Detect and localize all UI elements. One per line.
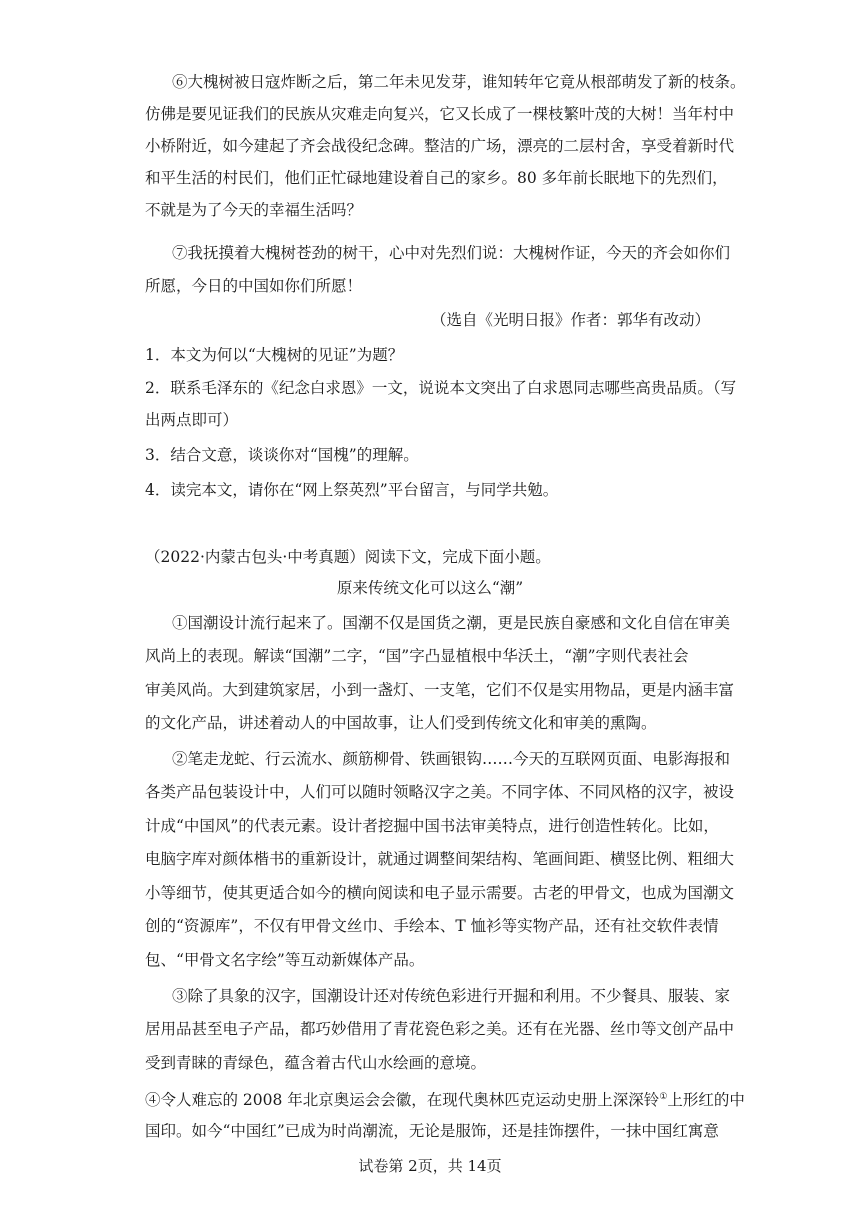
p6-line-2: 仿佛是要见证我们的民族从灾难走向复兴，它又长成了一棵枝繁叶茂的大树！当年村中	[145, 105, 735, 123]
p1-line-2: 风尚上的表现。解读“国潮”二字，“国”字凸显植根中华沃土，“潮”字则代表社会	[145, 647, 689, 665]
p2-line-3: 计成“中国风”的代表元素。设计者挖掘中国书法审美特点，进行创造性转化。比如，	[145, 817, 719, 835]
footnote-marker: ①	[659, 1092, 668, 1102]
p6-line-5: 不就是为了今天的幸福生活吗？	[145, 201, 363, 219]
p3-line-3: 受到青睐的青绿色，蕴含着古代山水绘画的意境。	[145, 1054, 487, 1072]
p6-line-1: ⑥大槐树被日寇炸断之后，第二年未见发芽，谁知转年它竟从根部萌发了新的枝条。	[172, 73, 746, 91]
p2-line-5: 小等细节，使其更适合如今的横向阅读和电子显示需要。古老的甲骨文，也成为国潮文	[145, 884, 735, 902]
p2-line-6: 创的“资源库”，不仅有甲骨文丝巾、手绘本、T 恤衫等实物产品，还有社交软件表情	[145, 917, 719, 935]
question-1: 1．本文为何以“大槐树的见证”为题？	[145, 346, 404, 364]
p4-line-2: 国印。如今“中国红”已成为时尚潮流，无论是服饰，还是挂饰摆件，一抹中国红寓意	[145, 1122, 719, 1140]
passage2-title: 原来传统文化可以这么“潮”	[336, 579, 524, 597]
passage2-intro: （2022·内蒙古包头·中考真题）阅读下文，完成下面小题。	[145, 548, 551, 566]
question-2-cont: 出两点即可）	[145, 411, 239, 429]
question-3: 3．结合文意，谈谈你对“国槐”的理解。	[145, 446, 419, 464]
p4-line-1-tail: 上形红的中	[667, 1091, 745, 1110]
question-4: 4．读完本文，请你在“网上祭英烈”平台留言，与同学共勉。	[145, 481, 559, 499]
p2-line-4: 电脑字库对颜体楷书的重新设计，就通过调整间架结构、笔画间距、横竖比例、粗细大	[145, 850, 735, 868]
p7-line-2: 所愿，今日的中国如你们所愿！	[145, 277, 363, 295]
p1-line-3: 审美风尚。大到建筑家居，小到一盏灯、一支笔，它们不仅是实用物品，更是内涵丰富	[145, 681, 735, 699]
p6-line-4: 和平生活的村民们，他们正忙碌地建设着自己的家乡。80 多年前长眠地下的先烈们，	[145, 169, 728, 187]
p4-line-1-text: ④令人难忘的 2008 年北京奥运会会徽，在现代奥林匹克运动史册上深深铃	[145, 1091, 660, 1110]
p4-line-1	[145, 1087, 745, 1110]
p1-line-4: 的文化产品，讲述着动人的中国故事，让人们受到传统文化和审美的熏陶。	[145, 714, 657, 732]
p2-line-2: 各类产品包装设计中，人们可以随时领略汉字之美。不同字体、不同风格的汉字，被设	[145, 783, 735, 801]
p3-line-1: ③除了具象的汉字，国潮设计还对传统色彩进行开掘和利用。不少餐具、服装、家	[172, 987, 731, 1005]
question-2: 2．联系毛泽东的《纪念白求恩》一文，说说本文突出了白求恩同志哪些高贵品质。（写	[145, 379, 737, 397]
p1-line-1: ①国潮设计流行起来了。国潮不仅是国货之潮，更是民族自豪感和文化自信在审美	[172, 614, 731, 632]
page-footer: 试卷第 2页，共 14页	[358, 1157, 502, 1175]
source-citation: （选自《光明日报》作者：郭华有改动）	[430, 311, 710, 329]
p2-line-1: ②笔走龙蛇、行云流水、颜筋柳骨、铁画银钩……今天的互联网页面、电影海报和	[172, 750, 731, 768]
p7-line-1: ⑦我抚摸着大槐树苍劲的树干，心中对先烈们说：大槐树作证，今天的齐会如你们	[172, 244, 731, 262]
p6-line-3: 小桥附近，如今建起了齐会战役纪念碑。整洁的广场，漂亮的二层村舍，享受着新时代	[145, 137, 735, 155]
p3-line-2: 居用品甚至电子产品，都巧妙借用了青花瓷色彩之美。还有在光器、丝巾等文创产品中	[145, 1020, 735, 1038]
p2-line-7: 包、“甲骨文名字绘”等互动新媒体产品。	[145, 951, 425, 969]
